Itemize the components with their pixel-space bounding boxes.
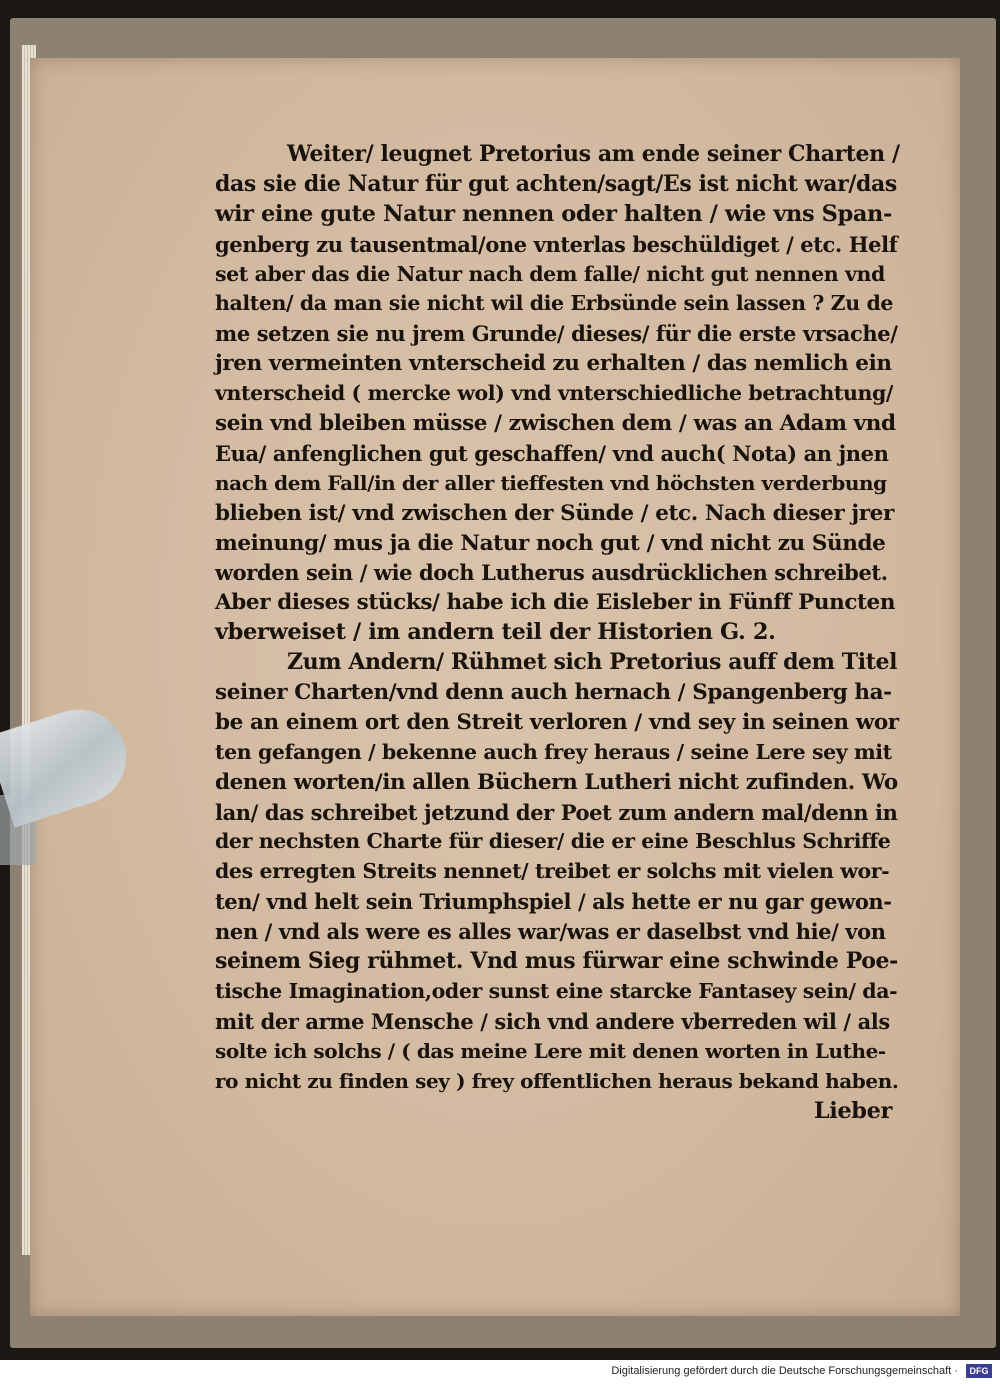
text-line: mit der arme Mensche / sich vnd andere vberreden wil / als — [215, 1008, 890, 1034]
text-line: nach dem Fall/in der aller tieffesten vnd höchsten verderbung — [215, 470, 887, 495]
text-line: vnterscheid ( mercke wol) vnd vnterschiedliche betrachtung/ — [215, 381, 894, 406]
text-line: das sie die Natur für gut achten/sagt/Es ist nicht war/das — [215, 170, 897, 197]
text-line: jren vermeinten vnterscheid zu erhalten / das nemlich ein — [215, 351, 892, 377]
text-line: genberg zu tausentmal/one vnterlas beschüldiget / etc. Helf — [215, 231, 898, 257]
text-line: lan/ das schreibet jetzund der Poet zum andern mal/denn in — [215, 799, 898, 825]
text-line: vberweiset / im andern teil der Historien G. 2. — [215, 619, 776, 646]
page-text — [215, 140, 900, 1126]
text-line: wir eine gute Natur nennen oder halten / wie vns Span- — [215, 200, 892, 227]
text-line: ten/ vnd helt sein Triumphspiel / als hette er nu gar gewon- — [215, 889, 892, 915]
dfg-logo-icon: DFG — [966, 1364, 992, 1378]
text-line: Weiter/ leugnet Pretorius am ende seiner Charten / — [287, 141, 900, 167]
text-line: Aber dieses stücks/ habe ich die Eisleber in Fünff Puncten — [215, 590, 896, 616]
text-line: seiner Charten/vnd denn auch hernach / Spangenberg ha- — [215, 680, 892, 706]
text-line: halten/ da man sie nicht wil die Erbsünde sein lassen ? Zu de — [215, 291, 894, 316]
text-line: denen worten/in allen Büchern Lutheri nicht zufinden. Wo — [215, 769, 898, 795]
text-line: seinem Sieg rühmet. Vnd mus fürwar eine schwinde Poe- — [215, 948, 898, 975]
text-line: blieben ist/ vnd zwischen der Sünde / etc. Nach dieser jrer — [215, 500, 894, 526]
text-line: ten gefangen / bekenne auch frey heraus / seine Lere sey mit — [215, 739, 892, 764]
catchword: Lieber — [813, 1097, 892, 1124]
text-line: tische Imagination,oder sunst eine starcke Fantasey sein/ da- — [215, 978, 898, 1003]
text-line: set aber das die Natur nach dem falle/ nicht gut nennen vnd — [215, 261, 885, 286]
text-line: sein vnd bleiben müsse / zwischen dem / was an Adam vnd — [215, 411, 896, 437]
digitization-footer — [0, 1360, 1000, 1384]
text-line: meinung/ mus ja die Natur noch gut / vnd nicht zu Sünde — [215, 530, 886, 556]
text-line: Zum Andern/ Rühmet sich Pretorius auff dem Titel — [287, 649, 898, 676]
text-line: be an einem ort den Streit verloren / vnd sey in seinen wor — [215, 709, 899, 735]
text-line: solte ich solchs / ( das meine Lere mit denen worten in Luthe- — [215, 1038, 886, 1063]
funding-credit: Digitalisierung gefördert durch die Deutsche Forschungsgemeinschaft · — [611, 1365, 958, 1377]
text-line: worden sein / wie doch Lutherus ausdrücklichen schreibet. — [215, 560, 888, 586]
text-line: ro nicht zu finden sey ) frey offentlichen heraus bekand haben. — [215, 1068, 899, 1093]
text-line: me setzen sie nu jrem Grunde/ dieses/ für die erste vrsache/ — [215, 321, 898, 347]
text-line: des erregten Streits nennet/ treibet er solchs mit vielen wor- — [215, 859, 890, 884]
text-line: Eua/ anfenglichen gut geschaffen/ vnd auch( Nota) an jnen — [215, 440, 889, 466]
text-line: nen / vnd als were es alles war/was er daselbst vnd hie/ von — [215, 919, 886, 945]
text-line: der nechsten Charte für dieser/ die er eine Beschlus Schriffe — [215, 829, 891, 854]
